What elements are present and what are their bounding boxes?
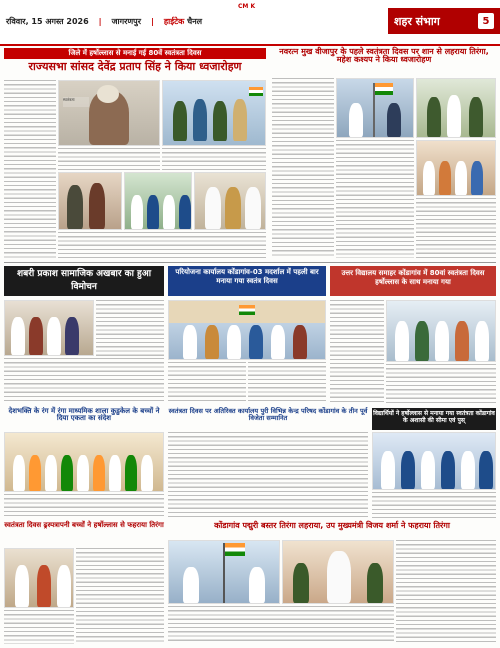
story10-text [396,540,496,644]
story10-photo-flag [168,540,280,604]
dateline [0,10,386,32]
story1-caption [58,148,160,170]
story10-photo-leader [282,540,394,604]
story8-headline: विद्यार्थियों ने हर्षोल्लास से मनाया गया स्वतंत्रता कोंडागांव के अशासी की सीमा एवं पुस् [372,408,496,430]
story1-headline: राज्यसभा सांसद देवेंद्र प्रताप सिंह ने किया ध्वजारोहण [28,60,242,73]
story5-headline: उत्तर विद्यालय समाहर कोंडागांव में 80वां स्वतंत्रता दिवस हर्षोल्लास के साथ मनाया गया [330,266,496,296]
separator: | [150,16,154,26]
story2-text-2 [336,140,414,258]
story7-text [168,432,368,518]
story7-headline: स्वतंत्रता दिवस पर अतिरिक्त कार्यालय पुरी विभिन्न केन्द्र परिषद कोंडागांव के तीन पूर्व विजेता सम्मानित [168,407,368,422]
story9-headline: स्वतंत्रता दिवस ढ्रस्पत्रापनी बच्चों ने हर्षोल्लास से फहराया तिरंगा [4,521,164,529]
story9-text-2 [4,610,74,644]
section-tab [388,8,500,34]
story2-text [272,78,334,258]
story2-photo-flag [336,78,414,138]
separator: | [98,16,102,26]
story1-photo-guard [58,172,122,230]
story8-photo [372,432,496,490]
story6-text [4,494,164,518]
tiny-logo: CM K [238,3,256,10]
channel-label: हाईटेक चैनल [163,16,203,26]
story5-photo [386,300,496,362]
story5-text-2 [386,364,496,404]
story2-photo-salute [416,78,496,138]
section-name: शहर संभाग [394,14,440,28]
story3-text [96,300,164,356]
story9-photo [4,548,74,608]
story1-photo-students [124,172,192,230]
story5-text [330,300,384,404]
story4-photo [168,300,326,360]
divider [4,262,496,263]
page-number: 5 [478,13,494,29]
masthead [0,0,500,46]
story6-headline: देशभक्ति के रंग में रंगा माध्यमिक शाला कुडुकेल के बच्चों ने दिया एकता का संदेश [8,407,160,423]
story1-photo-parade [162,80,266,146]
story1-photo-portrait: स्वतंत्रता [58,80,160,146]
story2-text-3 [416,198,496,258]
story8-text [372,492,496,518]
story6-photo [4,432,164,492]
story4-text [168,362,246,404]
story1-photo-officials [194,172,266,230]
issue-date: रविवार, 15 अगस्त 2026 [6,16,89,26]
story9-text [76,548,164,644]
story1-strap: जिले में हर्षोल्लास से मनाई गई 80वें स्वतंत्रता दिवस [4,48,266,59]
story3-text-2 [4,358,164,404]
story1-more-text [58,232,266,258]
story3-headline: शबरी प्रकाश सामाजिक अखबार का हुआ विमोचन [4,266,164,296]
story10-headline: कोंडागांव पद्मुरी बस्तर तिरंगा लहराया, उप मुख्यमंत्री विजय शर्मा ने फहराया तिरंगा [214,521,450,530]
city-name: जागरणपुर [111,16,141,26]
story4-headline: परियोजना कार्यालय कोंडागांव-03 मदर्शाल में पहली बार मनाया गया स्वतंत्र दिवस [168,266,326,296]
story10-text-2 [168,606,394,644]
story3-photo [4,300,94,356]
story2-photo-crowd [416,140,496,196]
story2-headline: नवरत्न मुख वीजापुर के पहले स्वतंत्रता दिवस पर शान से लहराया तिरंगा, महेश कश्यप ने किया ध्वजारोहण [279,47,489,65]
story1-caption-2 [162,148,266,170]
story4-text-2 [248,362,326,404]
story1-text [4,80,56,258]
